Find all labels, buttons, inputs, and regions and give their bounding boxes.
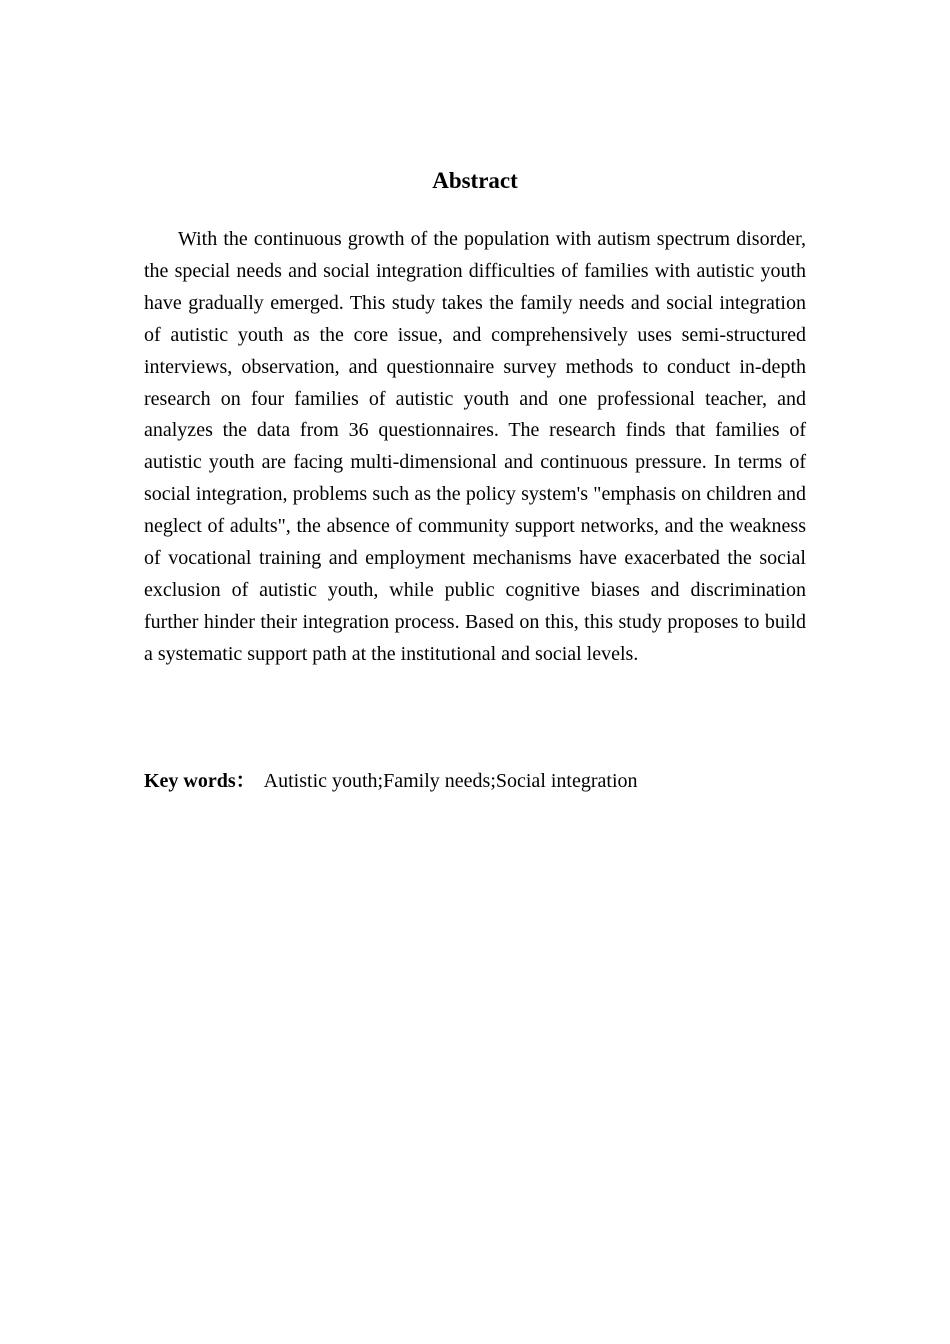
keywords-list: Autistic youth;Family needs;Social integration <box>263 770 638 792</box>
keywords-separator: ： <box>235 770 256 792</box>
keywords-label: Key words <box>144 770 236 792</box>
keywords-line <box>144 766 806 797</box>
abstract-paragraph: With the continuous growth of the population with autism spectrum disorder, the special needs and social integration difficulties of families with autistic youth have gradually emerged. This study takes the family needs and social integration of autistic youth as the core issue, and comprehensively uses semi-structured interviews, observation, and questionnaire survey methods to conduct in-depth research on four families of autistic youth and one professional teacher, and analyzes the data from 36 questionnaires. The research finds that families of autistic youth are facing multi-dimensional and continuous pressure. In terms of social integration, problems such as the policy system's "emphasis on children and neglect of adults", the absence of community support networks, and the weakness of vocational training and employment mechanisms have exacerbated the social exclusion of autistic youth, while public cognitive biases and discrimination further hinder their integration process. Based on this, this study proposes to build a systematic support path at the institutional and social levels. <box>144 228 806 665</box>
abstract-title: Abstract <box>432 168 518 193</box>
